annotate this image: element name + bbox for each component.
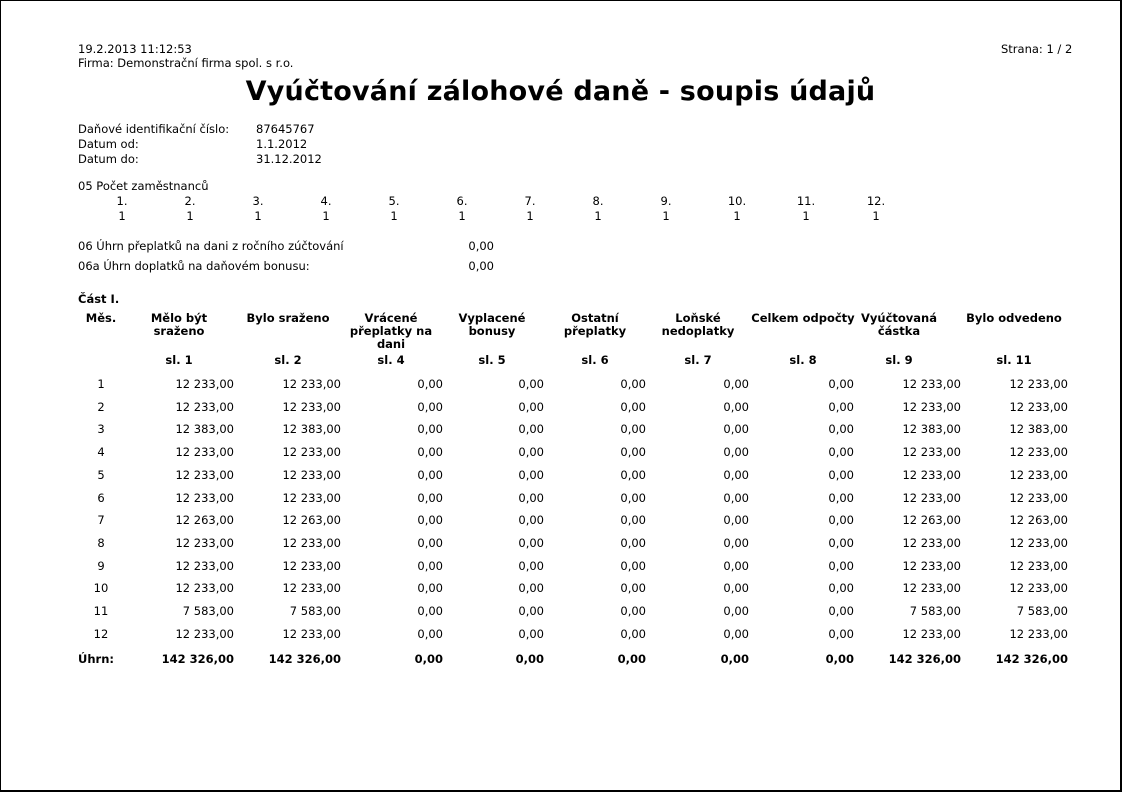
table-cell: 12 233,00: [902, 490, 961, 505]
employee-month: 3.: [252, 194, 264, 208]
table-cell: 12 383,00: [282, 422, 341, 437]
table-cell-month: 4: [97, 445, 105, 460]
table-cell: 0,00: [417, 377, 443, 391]
employee-count: 1: [872, 209, 880, 223]
info-label: Daňové identifikační číslo:: [78, 122, 230, 136]
table-cell: 0,00: [620, 535, 646, 550]
table-cell: 0,00: [518, 490, 544, 505]
table-cell: 0,00: [828, 399, 854, 414]
column-code: sl. 6: [581, 353, 609, 367]
table-cell: 0,00: [723, 513, 749, 528]
table-cell: 12 233,00: [282, 399, 341, 414]
column-code: sl. 8: [789, 353, 817, 367]
column-code: sl. 1: [165, 353, 193, 367]
table-cell: 0,00: [417, 445, 443, 460]
table-cell: 0,00: [417, 490, 443, 505]
table-cell: 0,00: [723, 467, 749, 482]
employee-count: 1: [802, 209, 810, 223]
info-value: 87645767: [256, 122, 315, 136]
table-cell: 0,00: [828, 604, 854, 618]
table-cell: 0,00: [417, 604, 443, 618]
table-cell: 0,00: [620, 422, 646, 437]
table-cell: 0,00: [828, 513, 854, 528]
table-cell: 12 233,00: [175, 467, 234, 482]
table-cell: 12 233,00: [902, 535, 961, 550]
table-cell: 12 263,00: [175, 513, 234, 528]
employee-month: 6.: [456, 194, 468, 208]
table-cell: 0,00: [518, 558, 544, 573]
employee-month: 12.: [866, 194, 886, 208]
table-cell: 0,00: [518, 535, 544, 550]
column-code: sl. 9: [885, 353, 913, 367]
table-cell: 0,00: [723, 490, 749, 505]
table-cell: 12 233,00: [902, 626, 961, 641]
table-cell: 0,00: [723, 377, 749, 391]
table-cell: 0,00: [723, 604, 749, 618]
table-cell: 0,00: [417, 422, 443, 437]
table-cell: 0,00: [723, 445, 749, 460]
summary-label: 06a Úhrn doplatků na daňovém bonusu:: [78, 259, 310, 273]
info-label: Datum do:: [78, 152, 139, 166]
table-total-label: Úhrn:: [78, 652, 114, 666]
table-cell: 0,00: [518, 399, 544, 414]
table-cell: 12 233,00: [1009, 445, 1068, 460]
table-cell: 7 583,00: [1016, 604, 1068, 618]
table-cell: 12 263,00: [282, 513, 341, 528]
table-cell: 0,00: [828, 581, 854, 596]
table-cell: 0,00: [828, 377, 854, 391]
table-cell: 7 583,00: [289, 604, 341, 618]
table-cell: 12 233,00: [282, 535, 341, 550]
table-cell: 12 383,00: [175, 422, 234, 437]
table-cell: 0,00: [828, 626, 854, 641]
employee-month: 1.: [116, 194, 128, 208]
table-cell: 0,00: [518, 626, 544, 641]
column-code: sl. 11: [996, 353, 1032, 367]
employee-count: 1: [594, 209, 602, 223]
table-total-cell: 142 326,00: [888, 652, 961, 666]
table-cell: 0,00: [417, 626, 443, 641]
info-value: 1.1.2012: [256, 137, 308, 151]
table-cell: 0,00: [723, 422, 749, 437]
table-cell: 0,00: [620, 445, 646, 460]
table-cell: 0,00: [620, 558, 646, 573]
table-cell: 12 233,00: [282, 581, 341, 596]
table-cell: 12 233,00: [902, 399, 961, 414]
table-cell: 12 233,00: [1009, 377, 1068, 391]
table-cell: 12 233,00: [902, 581, 961, 596]
column-code: sl. 7: [684, 353, 712, 367]
table-cell: 12 233,00: [175, 490, 234, 505]
employee-count: 1: [254, 209, 262, 223]
table-cell-month: 9: [97, 558, 105, 573]
company-name: Firma: Demonstrační firma spol. s r.o.: [78, 56, 294, 70]
table-cell: 12 233,00: [1009, 535, 1068, 550]
employee-count-label: 05 Počet zaměstnanců: [78, 179, 209, 193]
table-cell: 0,00: [723, 535, 749, 550]
table-cell: 12 233,00: [282, 445, 341, 460]
table-cell: 0,00: [620, 581, 646, 596]
table-cell-month: 7: [97, 513, 105, 528]
table-cell-month: 10: [93, 581, 109, 596]
info-label: Datum od:: [78, 137, 139, 151]
table-cell: 12 233,00: [902, 558, 961, 573]
column-header: Vrácené přeplatky na dani: [349, 311, 433, 351]
table-cell: 0,00: [417, 399, 443, 414]
employee-month: 7.: [524, 194, 536, 208]
table-cell: 0,00: [828, 445, 854, 460]
table-cell: 12 233,00: [175, 399, 234, 414]
column-code: sl. 4: [377, 353, 405, 367]
table-cell: 0,00: [828, 422, 854, 437]
table-cell: 12 233,00: [902, 467, 961, 482]
column-header: Měs.: [85, 311, 117, 325]
part-title: Část I.: [78, 292, 120, 306]
table-cell: 7 583,00: [182, 604, 234, 618]
info-value: 31.12.2012: [256, 152, 322, 166]
table-cell: 12 233,00: [175, 377, 234, 391]
summary-value: 0,00: [468, 259, 494, 273]
table-cell-month: 5: [97, 467, 105, 482]
page-number: Strana: 1 / 2: [1001, 42, 1073, 56]
table-total-cell: 0,00: [720, 652, 749, 666]
table-cell: 12 233,00: [1009, 399, 1068, 414]
table-cell: 0,00: [723, 626, 749, 641]
employee-count: 1: [390, 209, 398, 223]
employee-count: 1: [526, 209, 534, 223]
table-cell: 12 233,00: [902, 377, 961, 391]
table-cell: 0,00: [518, 513, 544, 528]
column-header: Loňské nedoplatky: [661, 311, 735, 338]
employee-month: 11.: [796, 194, 816, 208]
table-cell: 0,00: [723, 399, 749, 414]
table-cell: 12 233,00: [1009, 558, 1068, 573]
table-cell: 12 233,00: [175, 535, 234, 550]
table-cell: 12 233,00: [175, 626, 234, 641]
table-cell: 12 233,00: [175, 558, 234, 573]
column-code: sl. 5: [478, 353, 506, 367]
table-cell: 0,00: [417, 513, 443, 528]
table-cell: 12 233,00: [282, 467, 341, 482]
column-header: Mělo být sraženo: [150, 311, 208, 338]
table-cell: 12 263,00: [1009, 513, 1068, 528]
table-cell: 12 263,00: [902, 513, 961, 528]
table-cell: 0,00: [518, 581, 544, 596]
summary-label: 06 Úhrn přeplatků na dani z ročního zúčtování: [78, 239, 344, 253]
table-cell-month: 2: [97, 399, 105, 414]
column-header: Bylo odvedeno: [966, 311, 1062, 325]
table-cell: 0,00: [620, 626, 646, 641]
table-cell: 12 233,00: [1009, 467, 1068, 482]
table-cell-month: 8: [97, 535, 105, 550]
table-cell-month: 1: [97, 377, 105, 391]
employee-count: 1: [186, 209, 194, 223]
table-cell: 0,00: [518, 422, 544, 437]
employee-month: 8.: [592, 194, 604, 208]
table-cell: 0,00: [620, 513, 646, 528]
table-cell: 12 233,00: [282, 558, 341, 573]
table-cell: 0,00: [620, 490, 646, 505]
table-total-cell: 0,00: [515, 652, 544, 666]
column-header: Ostatní přeplatky: [563, 311, 627, 338]
table-cell: 0,00: [620, 399, 646, 414]
table-total-cell: 0,00: [414, 652, 443, 666]
table-cell: 0,00: [417, 467, 443, 482]
employee-month: 4.: [320, 194, 332, 208]
table-cell-month: 3: [97, 422, 105, 437]
employee-count: 1: [458, 209, 466, 223]
table-cell: 0,00: [723, 581, 749, 596]
table-cell: 0,00: [620, 467, 646, 482]
table-cell: 12 233,00: [282, 626, 341, 641]
table-total-cell: 142 326,00: [161, 652, 234, 666]
table-cell: 0,00: [828, 535, 854, 550]
column-header: Bylo sraženo: [246, 311, 330, 325]
employee-count: 1: [322, 209, 330, 223]
table-cell: 12 233,00: [175, 581, 234, 596]
table-cell: 0,00: [620, 604, 646, 618]
employee-month: 9.: [660, 194, 672, 208]
table-cell: 12 233,00: [282, 490, 341, 505]
table-cell-month: 12: [93, 626, 109, 641]
table-cell: 12 233,00: [1009, 490, 1068, 505]
table-cell: 0,00: [828, 467, 854, 482]
column-header: Vyúčtovaná částka: [860, 311, 937, 338]
employee-month: 2.: [184, 194, 196, 208]
report-title: Vyúčtování zálohové daně - soupis údajů: [245, 76, 876, 107]
table-cell: 0,00: [518, 377, 544, 391]
table-cell-month: 6: [97, 490, 105, 505]
table-cell: 12 233,00: [282, 377, 341, 391]
table-cell: 12 233,00: [175, 445, 234, 460]
table-cell: 12 383,00: [902, 422, 961, 437]
column-code: sl. 2: [274, 353, 302, 367]
print-datetime: 19.2.2013 11:12:53: [78, 42, 192, 56]
employee-count: 1: [662, 209, 670, 223]
table-cell: 0,00: [723, 558, 749, 573]
table-cell: 12 383,00: [1009, 422, 1068, 437]
employee-count: 1: [118, 209, 126, 223]
table-total-cell: 0,00: [617, 652, 646, 666]
table-total-cell: 142 326,00: [995, 652, 1068, 666]
table-cell: 0,00: [518, 445, 544, 460]
summary-value: 0,00: [468, 239, 494, 253]
table-cell: 0,00: [417, 581, 443, 596]
table-cell: 0,00: [518, 604, 544, 618]
table-cell: 12 233,00: [902, 445, 961, 460]
table-cell: 0,00: [518, 467, 544, 482]
table-cell: 12 233,00: [1009, 581, 1068, 596]
employee-count: 1: [733, 209, 741, 223]
column-header: Celkem odpočty: [751, 311, 855, 325]
column-header: Vyplacené bonusy: [458, 311, 526, 338]
employee-month: 5.: [388, 194, 400, 208]
table-cell: 0,00: [828, 490, 854, 505]
table-total-cell: 0,00: [825, 652, 854, 666]
table-cell: 0,00: [417, 558, 443, 573]
table-total-cell: 142 326,00: [268, 652, 341, 666]
table-cell: 12 233,00: [1009, 626, 1068, 641]
employee-month: 10.: [727, 194, 747, 208]
table-cell: 0,00: [417, 535, 443, 550]
table-cell: 0,00: [828, 558, 854, 573]
table-cell-month: 11: [93, 604, 109, 618]
table-cell: 7 583,00: [909, 604, 961, 618]
table-cell: 0,00: [620, 377, 646, 391]
